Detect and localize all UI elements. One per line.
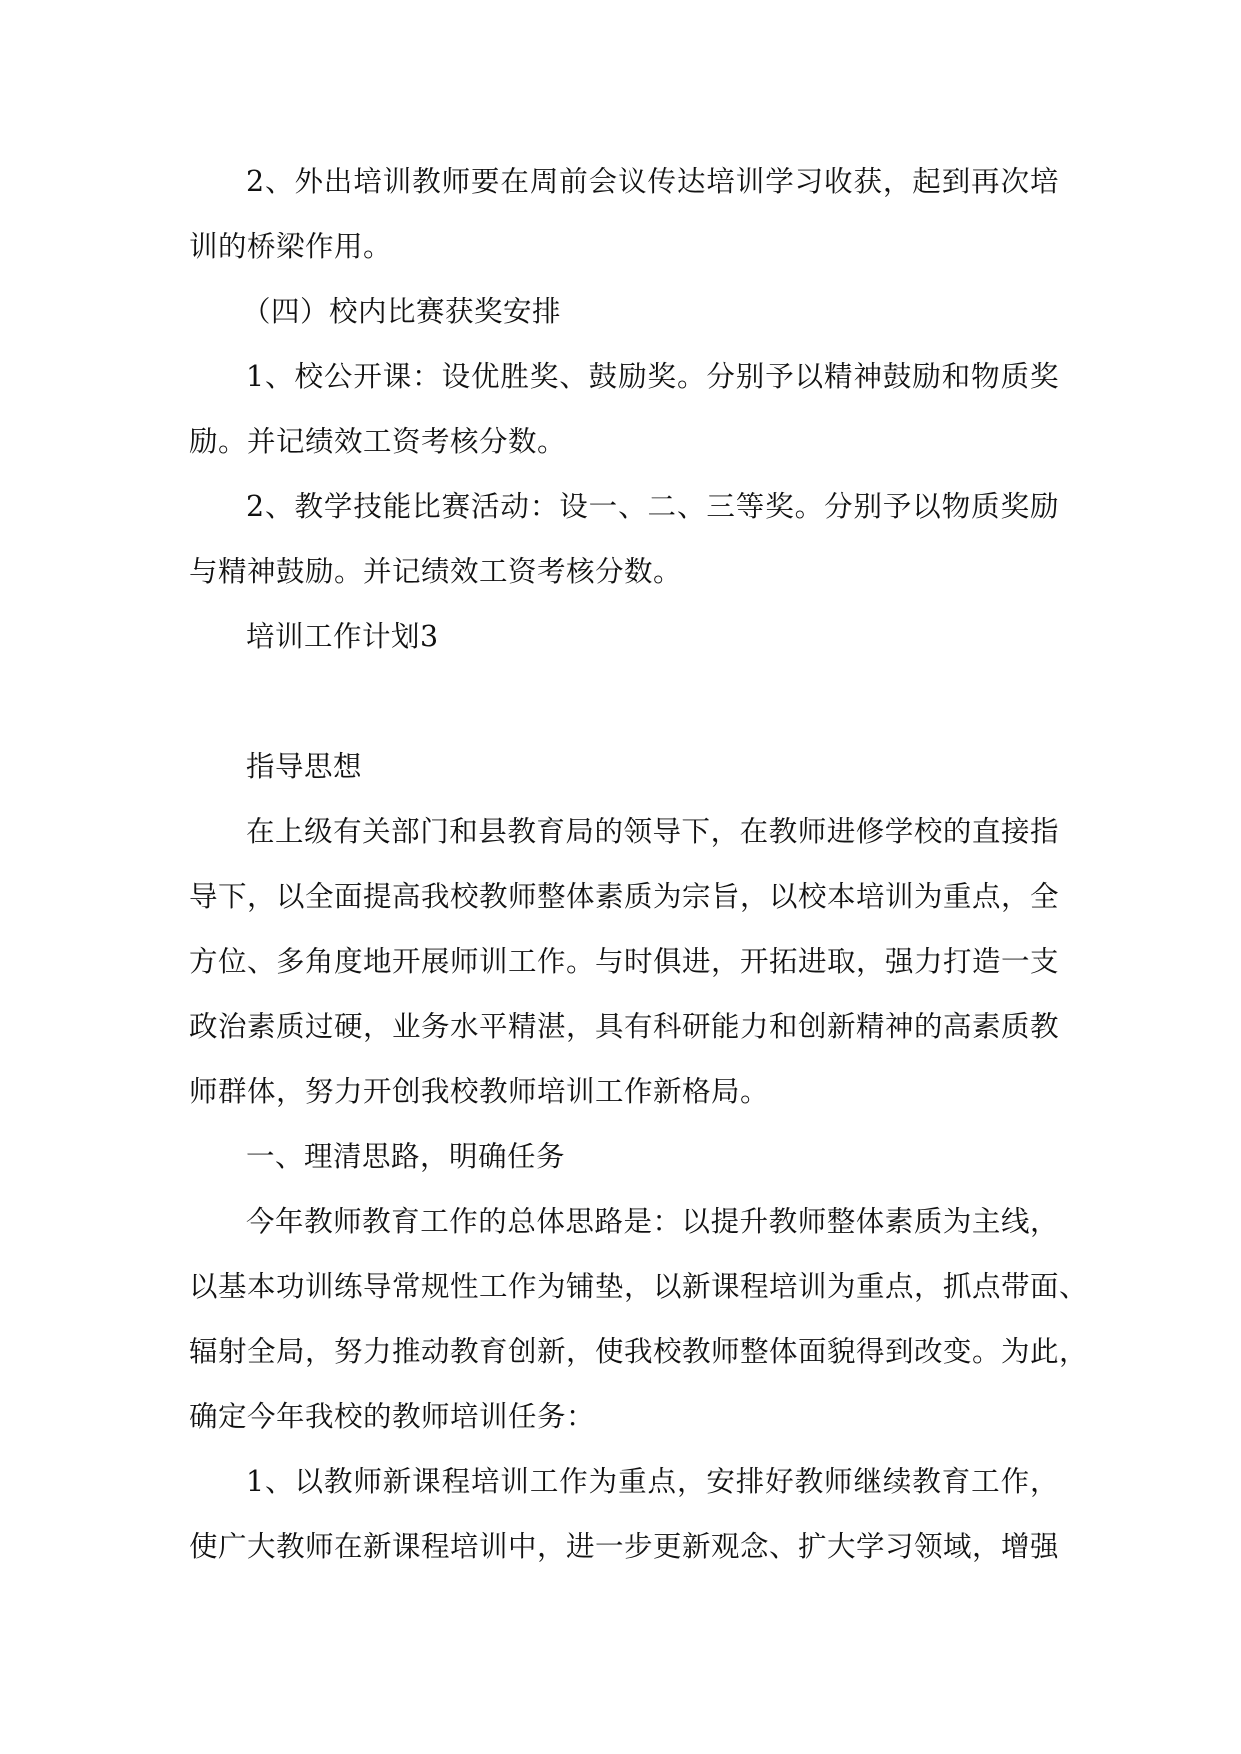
paragraph-line: 以基本功训练导常规性工作为铺垫，以新课程培训为重点，抓点带面、 bbox=[189, 1270, 1089, 1303]
paragraph-line: 辐射全局，努力推动教育创新，使我校教师整体面貌得到改变。为此， bbox=[189, 1335, 1089, 1368]
paragraph-line: 训的桥梁作用。 bbox=[189, 230, 393, 263]
paragraph-line: 使广大教师在新课程培训中，进一步更新观念、扩大学习领域，增强 bbox=[189, 1530, 1060, 1563]
paragraph-line: 与精神鼓励。并记绩效工资考核分数。 bbox=[189, 555, 683, 588]
paragraph-line: 导下，以全面提高我校教师整体素质为宗旨，以校本培训为重点，全 bbox=[189, 880, 1060, 913]
paragraph-line: 今年教师教育工作的总体思路是：以提升教师整体素质为主线， bbox=[246, 1205, 1059, 1238]
paragraph-line: 1、校公开课：设优胜奖、鼓励奖。分别予以精神鼓励和物质奖 bbox=[246, 360, 1059, 393]
paragraph-line: 2、教学技能比赛活动：设一、二、三等奖。分别予以物质奖励 bbox=[246, 490, 1059, 523]
paragraph-line: 确定今年我校的教师培训任务： bbox=[189, 1400, 596, 1433]
paragraph-line: 在上级有关部门和县教育局的领导下，在教师进修学校的直接指 bbox=[246, 815, 1059, 848]
section-heading: 一、理清思路，明确任务 bbox=[246, 1140, 566, 1173]
paragraph-line: 励。并记绩效工资考核分数。 bbox=[189, 425, 567, 458]
paragraph-line: 政治素质过硬，业务水平精湛，具有科研能力和创新精神的高素质教 bbox=[189, 1010, 1060, 1043]
section-heading: （四）校内比赛获奖安排 bbox=[242, 295, 562, 328]
plan-title: 培训工作计划3 bbox=[246, 620, 439, 653]
paragraph-line: 方位、多角度地开展师训工作。与时俱进，开拓进取，强力打造一支 bbox=[189, 945, 1060, 978]
paragraph-line: 1、以教师新课程培训工作为重点，安排好教师继续教育工作， bbox=[246, 1465, 1059, 1498]
paragraph-line: 师群体，努力开创我校教师培训工作新格局。 bbox=[189, 1075, 770, 1108]
paragraph-line: 2、外出培训教师要在周前会议传达培训学习收获，起到再次培 bbox=[246, 165, 1059, 198]
section-heading: 指导思想 bbox=[246, 750, 363, 783]
